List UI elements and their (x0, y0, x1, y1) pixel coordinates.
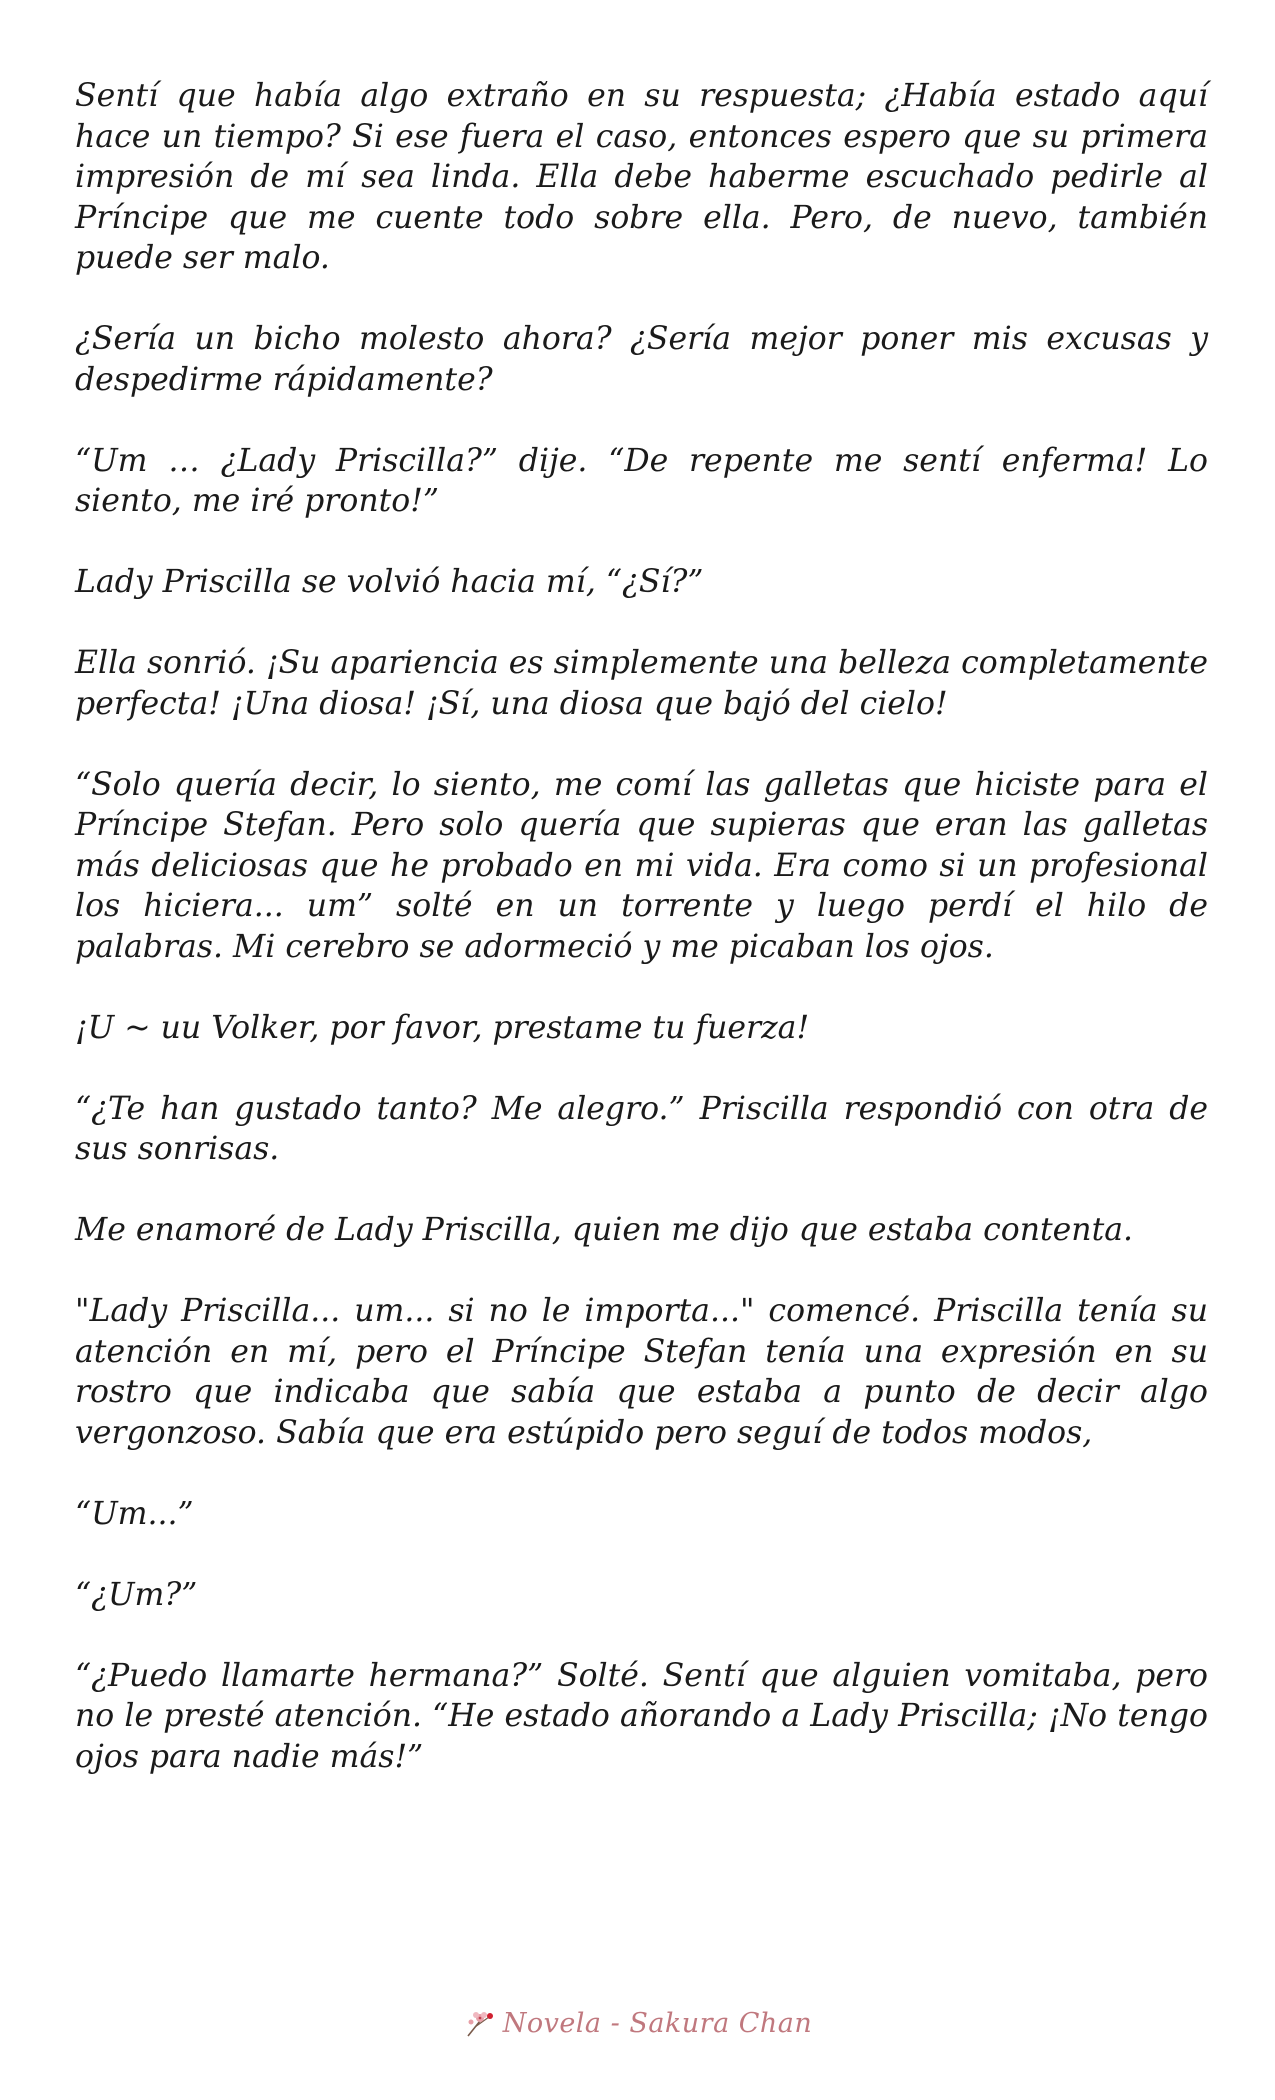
paragraph-1: Sentí que había algo extraño en su respuesta; ¿Había estado aquí hace un tiempo? Si ese fuera el caso, entonces espero que su primera impresión de mí sea linda. Ella debe haberme escuchado pedirle al Príncipe que me cuente todo sobre ella. Pero, de nuevo, también puede ser malo. (75, 78, 1208, 276)
footer-text: Novela - Sakura Chan (502, 2007, 813, 2039)
sakura-flower-icon (463, 2006, 497, 2040)
paragraph-7: ¡U ~ uu Volker, por favor, prestame tu fuerza! (75, 1009, 810, 1046)
paragraph-3: “Um … ¿Lady Priscilla?” dije. “De repente me sentí enferma! Lo siento, me iré pronto!” (75, 442, 1208, 519)
footer-watermark (0, 1998, 1275, 2048)
paragraph-4: Lady Priscilla se volvió hacia mí, “¿Sí?” (75, 564, 704, 600)
paragraph-13: “¿Puedo llamarte hermana?” Solté. Sentí que alguien vomitaba, pero no le presté atención. “He estado añorando a Lady Priscilla; ¡No tengo ojos para nadie más!” (75, 1657, 1208, 1775)
paragraph-8: “¿Te han gustado tanto? Me alegro.” Priscilla respondió con otra de sus sonrisas. (75, 1090, 1208, 1167)
paragraph-6: “Solo quería decir, lo siento, me comí las galletas que hiciste para el Príncipe Stefan. Pero solo quería que supieras que eran las galletas más deliciosas que he probado en mi vida. Era como si un profesional los hiciera... um” solté en un torrente y luego perdí el hilo de palabras. Mi cerebro se adormeció y me picaban los ojos. (75, 766, 1208, 965)
paragraph-2: ¿Sería un bicho molesto ahora? ¿Sería mejor poner mis excusas y despedirme rápidamente? (75, 321, 1208, 398)
paragraph-5: Ella sonrió. ¡Su apariencia es simplemente una belleza completamente perfecta! ¡Una diosa! ¡Sí, una diosa que bajó del cielo! (75, 645, 1208, 722)
paragraph-11: “Um...” (75, 1495, 194, 1532)
paragraph-9: Me enamoré de Lady Priscilla, quien me dijo que estaba contenta. (75, 1212, 1134, 1248)
document-body (75, 76, 1208, 1818)
paragraph-12: “¿Um?” (75, 1576, 198, 1613)
paragraph-10: "Lady Priscilla... um... si no le importa..." comencé. Priscilla tenía su atención en mí, pero el Príncipe Stefan tenía una expresión en su rostro que indicaba que sabía que estaba a punto de decir algo vergonzoso. Sabía que era estúpido pero seguí de todos modos, (75, 1293, 1208, 1451)
